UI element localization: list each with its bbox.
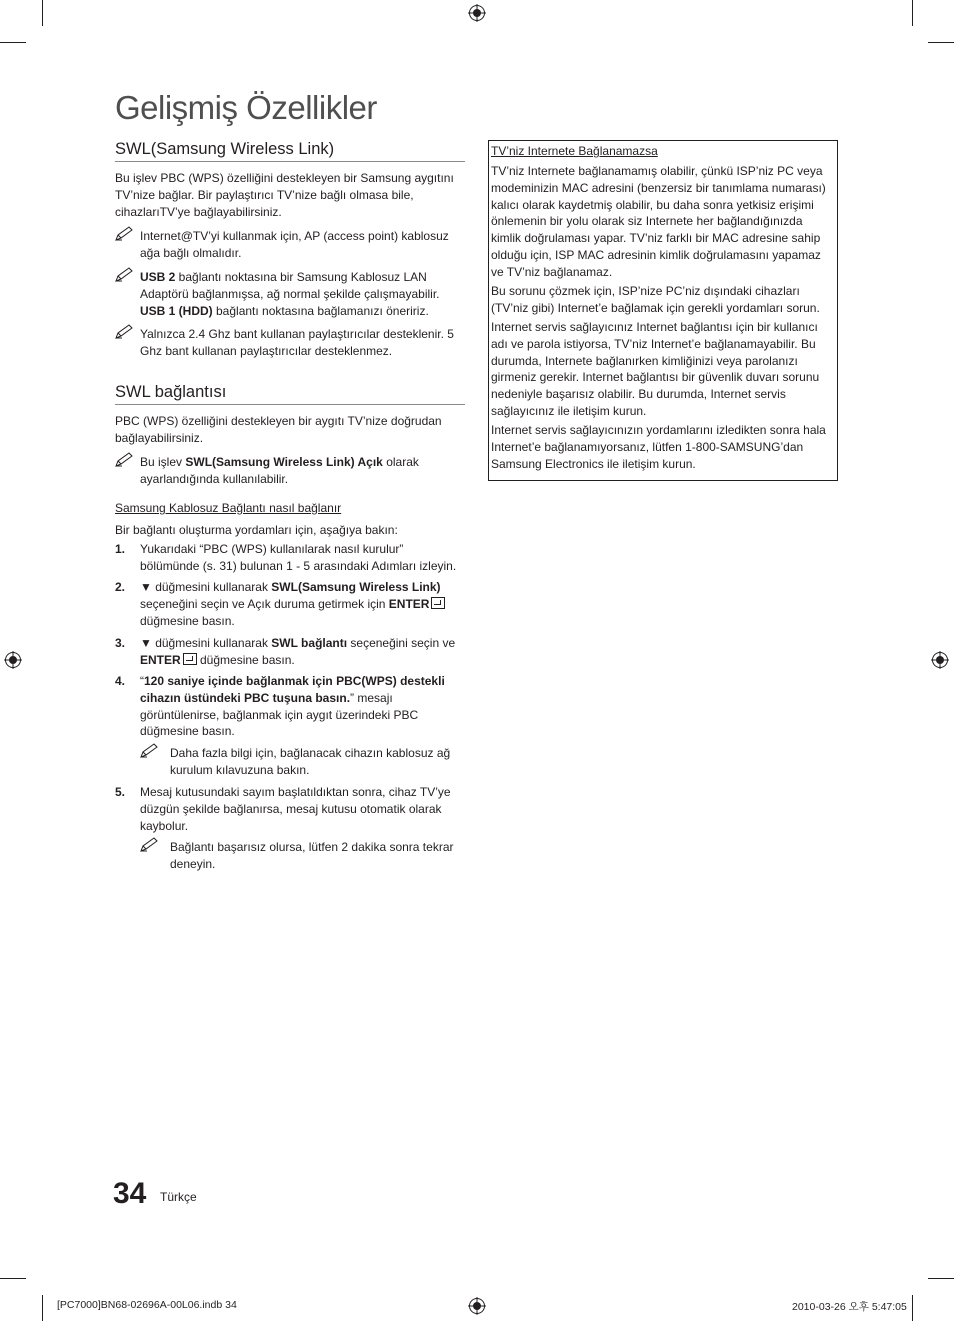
swl-connection-label: SWL bağlantı <box>271 636 348 650</box>
enter-icon <box>431 597 445 609</box>
pencil-note-icon <box>115 324 135 340</box>
box-paragraph: Internet servis sağlayıcınız Internet bağlantısı için bir kullanıcı adı ve parola istiyorsa, TV’niz Internet’e bağlanamayabilir. Bu durumda, Internete bağlanırken kimliğinizi veya parolanızı girmeniz gerekir. Internet bağlantısı bir güvenlik duvarı sorunu nedeniyle başarısız olabilir. Bu durumda, Internet servis sağlayıcınız ile iletişim kurun. <box>491 320 820 418</box>
pencil-note-icon <box>140 837 160 853</box>
crop-mark <box>912 1295 913 1321</box>
registration-mark-icon <box>931 651 949 669</box>
step-number: 3. <box>115 636 126 650</box>
step-text-part: ▼ düğmesini kullanarak <box>140 580 272 594</box>
step-number: 2. <box>115 580 126 594</box>
crop-mark <box>0 42 26 43</box>
box-paragraph: Bu sorunu çözmek için, ISP’nize PC’niz dışındaki cihazları (TV’niz gibi) Internet’e bağlamak için gerekli yordamları sorun. <box>491 284 820 315</box>
note-text: Internet@TV’yi kullanmak için, AP (access point) kablosuz ağa bağlı olmalıdır. <box>140 229 449 260</box>
footer-file-info: [PC7000]BN68-02696A-00L06.indb 34 <box>57 1299 237 1311</box>
step-number: 1. <box>115 542 126 556</box>
usb2-label: USB 2 <box>140 270 176 284</box>
step-4-text <box>140 673 450 740</box>
how-to-intro: Bir bağlantı oluşturma yordamları için, aşağıya bakın: <box>115 523 398 537</box>
step-text-part: düğmesine basın. <box>140 613 235 628</box>
step-5-text: Mesaj kutusundaki sayım başlatıldıktan sonra, cihaz TV’ye düzgün şekilde bağlanırsa, mesaj kutusu otomatik olarak kaybolur. <box>140 785 451 833</box>
footer-timestamp: 2010-03-26 오후 5:47:05 <box>792 1301 907 1313</box>
step-text-part: ▼ düğmesini kullanarak <box>140 636 272 650</box>
pencil-note-icon <box>115 267 135 283</box>
page-language: Türkçe <box>160 1190 197 1204</box>
note-text: Daha fazla bilgi için, bağlanacak cihazın kablosuz ağ kurulum kılavuzuna bakın. <box>170 746 451 777</box>
section-title-connection: SWL bağlantısı <box>115 381 465 405</box>
pencil-note-icon <box>115 452 135 468</box>
step-text-part: ” mesajı görüntülenirse, bağlanmak için aygıt üzerindeki PBC düğmesine basın. <box>140 690 419 739</box>
page-number: 34 <box>113 1177 147 1210</box>
step-3-text <box>140 635 465 669</box>
step-number: 4. <box>115 674 126 688</box>
registration-mark-icon <box>468 1297 486 1315</box>
pbc-message-label: 120 saniye içinde bağlanmak için PBC(WPS) destekli cihazın üstündeki PBC tuşuna basın. <box>140 674 445 705</box>
crop-mark <box>42 1295 43 1321</box>
box-paragraph: Internet servis sağlayıcınızın yordamlarını izledikten sonra hala Internet’e bağlanamıyorsanız, lütfen 1-800-SAMSUNG’dan Samsung Electronics ile iletişim kurun. <box>491 423 826 471</box>
step-text-part: düğmesine basın. <box>196 652 295 667</box>
registration-mark-icon <box>4 651 22 669</box>
note-text <box>140 269 460 319</box>
enter-label: ENTER <box>388 596 430 611</box>
connection-intro: PBC (WPS) özelliğini destekleyen bir aygıtı TV’nize doğrudan bağlayabilirsiniz. <box>115 414 442 445</box>
pencil-note-icon <box>140 743 160 759</box>
section-title-swl: SWL(Samsung Wireless Link) <box>115 138 465 162</box>
enter-icon <box>183 653 197 665</box>
crop-mark <box>928 42 954 43</box>
note-text-part: olarak ayarlandığında kullanılabilir. <box>140 455 419 486</box>
pencil-note-icon <box>115 226 135 242</box>
step-2-text <box>140 579 460 629</box>
page-title: Gelişmiş Özellikler <box>115 89 377 126</box>
how-to-connect-title: Samsung Kablosuz Bağlantı nasıl bağlanır <box>115 501 342 515</box>
usb1-label: USB 1 (HDD) <box>140 303 213 318</box>
box-title: TV’niz Internete Bağlanamazsa <box>491 144 658 158</box>
note-text-part: Bu işlev <box>140 455 186 469</box>
crop-mark <box>42 0 43 26</box>
step-text-part: seçeneğini seçin ve Açık duruma getirmek için <box>140 596 389 611</box>
step-text-part: seçeneğini seçin ve <box>347 636 456 650</box>
crop-mark <box>912 0 913 26</box>
crop-mark <box>0 1278 26 1279</box>
step-number: 5. <box>115 785 126 799</box>
note-text-part: bağlantı noktasına bağlamanızı öneririz. <box>212 303 429 318</box>
crop-mark <box>928 1278 954 1279</box>
step-text-part: “ <box>140 674 144 688</box>
box-paragraph: TV’niz Internete bağlanamamış olabilir, çünkü ISP’niz PC veya modeminizin MAC adresini (benzersiz bir tanımlama numarası) kalıcı olarak kaydetmiş olabilir, bu daha sonra yetkisiz erişimi önlemenin bir yolu olarak siz Internete her bağlandığınızda kimlik doğrulaması yapar. TV’niz farklı bir MAC adresine sahip olduğu için, ISP MAC adresinin kimlik doğrulamasını yapamaz ve TV’niz bağlanamaz. <box>491 164 826 279</box>
note-text: Yalnızca 2.4 Ghz bant kullanan paylaştırıcılar desteklenir. 5 Ghz bant kullanan paylaştırıcılar desteklenmez. <box>140 327 454 358</box>
note-text-part: bağlantı noktasına bir Samsung Kablosuz LAN Adaptörü bağlanmışsa, ağ normal şekilde çalışmayabilir. <box>140 270 440 301</box>
swl-intro: Bu işlev PBC (WPS) özelliğini destekleyen bir Samsung aygıtını TV’nize bağlar. Bir paylaştırıcı TV’nize bağlı olmasa bile, cihazlarıTV’ye bağlayabilirsiniz. <box>115 171 454 219</box>
note-text <box>140 454 460 488</box>
swl-option-label: SWL(Samsung Wireless Link) <box>271 580 441 594</box>
note-text: Bağlantı başarısız olursa, lütfen 2 dakika sonra tekrar deneyin. <box>170 840 454 871</box>
enter-label: ENTER <box>140 652 181 667</box>
registration-mark-icon <box>468 4 486 22</box>
swl-on-label: SWL(Samsung Wireless Link) Açık <box>185 455 383 469</box>
step-1-text: Yukarıdaki “PBC (WPS) kullanılarak nasıl kurulur” bölümünde (s. 31) bulunan 1 - 5 arasındaki Adımları izleyin. <box>140 542 457 573</box>
